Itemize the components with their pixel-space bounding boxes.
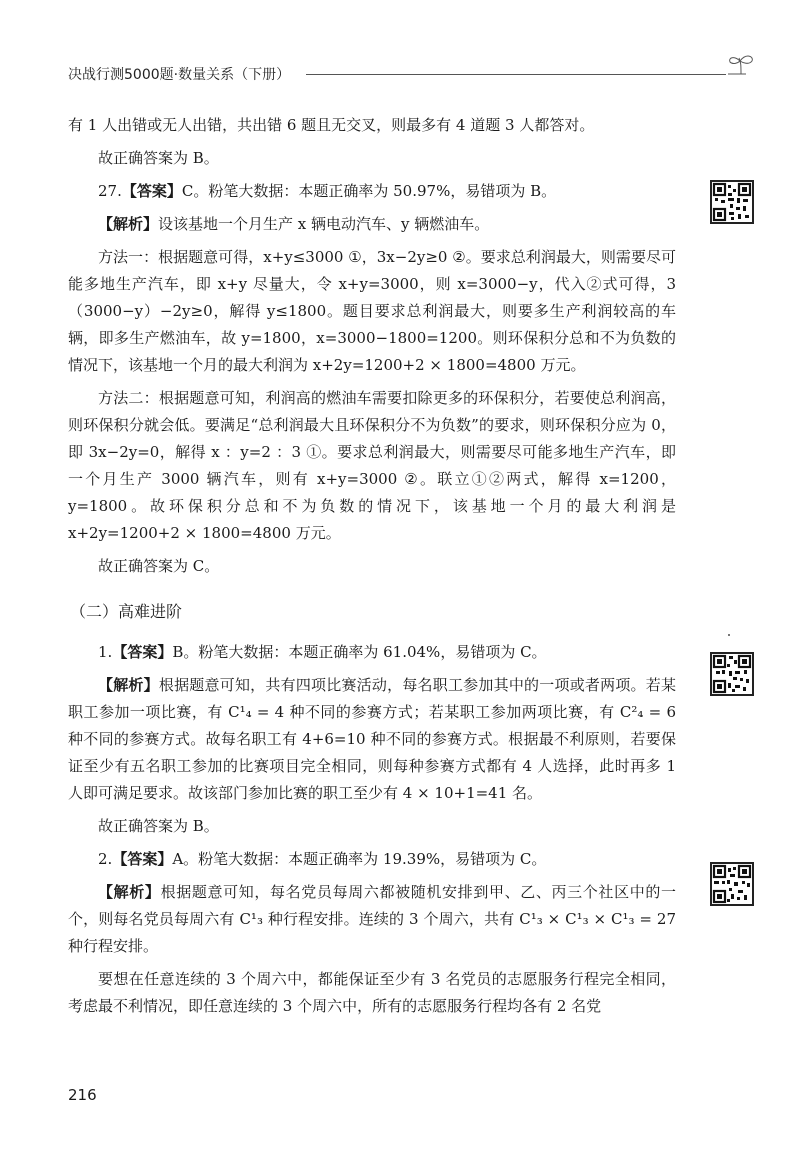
analysis-tag: 【解析】	[98, 883, 161, 901]
paragraph: 故正确答案为 B。	[98, 149, 219, 167]
section-heading: （二）高难进阶	[70, 602, 183, 621]
answer-line	[68, 846, 676, 873]
answer-line	[68, 639, 676, 666]
sprout-icon	[724, 52, 758, 82]
analysis-line	[68, 879, 676, 960]
answer-text: B。粉笔大数据：本题正确率为 61.04%，易错项为 C。	[172, 643, 547, 661]
answer-text: C。粉笔大数据：本题正确率为 50.97%，易错项为 B。	[181, 182, 557, 200]
analysis-text: 根据题意可知，每名党员每周六都被随机安排到甲、乙、丙三个社区中的一个，则每名党员每周六有 C¹₃ 种行程安排。连续的 3 个周六，共有 C¹₃ × C¹₃ × C¹₃ = 27 种行程安排。	[68, 883, 676, 955]
analysis-line	[68, 672, 676, 807]
answer-tag: 【答案】	[112, 850, 173, 868]
answer-line	[68, 178, 676, 205]
qr-code-icon[interactable]	[710, 862, 754, 906]
question-number: 2.	[98, 850, 113, 868]
header-rule	[306, 74, 726, 75]
paragraph: 方法二：根据题意可知，利润高的燃油车需要扣除更多的环保积分，若要使总利润高，则环保积分就会低。要满足“总利润最大且环保积分不为负数”的要求，则环保积分应为 0，即 3x−2y=0，解得 x ：y=2 ：3 ①。要求总利润最大，则需要尽可能多地生产汽车，即一个月生产 3000 辆汽车，则有 x+y=3000 ②。联立①②两式，解得 x=1200，y=1800。故环保积分总和不为负数的情况下，该基地一个月的最大利润是 x+2y=1200+2 × 1800=4800 万元。	[68, 389, 676, 542]
answer-tag: 【答案】	[112, 643, 173, 661]
question-number: 1.	[98, 643, 113, 661]
paragraph: 要想在任意连续的 3 个周六中，都能保证至少有 3 名党员的志愿服务行程完全相同，考虑最不利情况，即任意连续的 3 个周六中，所有的志愿服务行程均各有 2 名党	[68, 970, 676, 1015]
analysis-text: 设该基地一个月生产 x 辆电动汽车、y 辆燃油车。	[158, 215, 490, 233]
paragraph: 方法一：根据题意可得，x+y≤3000 ①，3x−2y≥0 ②。要求总利润最大，则需要尽可能多地生产汽车，即 x+y 尽量大，令 x+y=3000，则 x=3000−y，代入②式可得，3（3000−y）−2y≥0，解得 y≤1800。题目要求总利润最大，则要多生产利润较高的车辆，即多生产燃油车，故 y=1800，x=3000−1800=1200。则环保积分总和不为负数的情况下，该基地一个月的最大利润为 x+2y=1200+2 × 1800=4800 万元。	[68, 248, 676, 374]
print-speck	[728, 634, 730, 636]
analysis-tag: 【解析】	[98, 676, 159, 694]
analysis-text: 根据题意可知，共有四项比赛活动，每名职工参加其中的一项或者两项。若某职工参加一项比赛，有 C¹₄ = 4 种不同的参赛方式；若某职工参加两项比赛，有 C²₄ = 6 种不同的参赛方式。故每名职工有 4+6=10 种不同的参赛方式。根据最不利原则，若要保证至少有五名职工参加的比赛项目完全相同，则每种参赛方式都有 4 人选择，此时再多 1 人即可满足要求。故该部门参加比赛的职工至少有 4 × 10+1=41 名。	[68, 676, 676, 802]
paragraph: 有 1 人出错或无人出错，共出错 6 题且无交叉，则最多有 4 道题 3 人都答对。	[68, 116, 595, 134]
page-body	[68, 112, 676, 1026]
header-title: 决战行测5000题·数量关系（下册）	[68, 67, 291, 83]
paragraph: 故正确答案为 B。	[98, 817, 219, 835]
question-number: 27.	[98, 182, 122, 200]
analysis-line	[68, 211, 676, 238]
running-header	[68, 52, 758, 92]
answer-tag: 【答案】	[121, 182, 182, 200]
answer-text: A。粉笔大数据：本题正确率为 19.39%，易错项为 C。	[172, 850, 547, 868]
qr-code-icon[interactable]	[710, 180, 754, 224]
paragraph: 故正确答案为 C。	[98, 557, 220, 575]
page-number: 216	[68, 1086, 97, 1104]
qr-code-icon[interactable]	[710, 652, 754, 696]
analysis-tag: 【解析】	[98, 215, 159, 233]
